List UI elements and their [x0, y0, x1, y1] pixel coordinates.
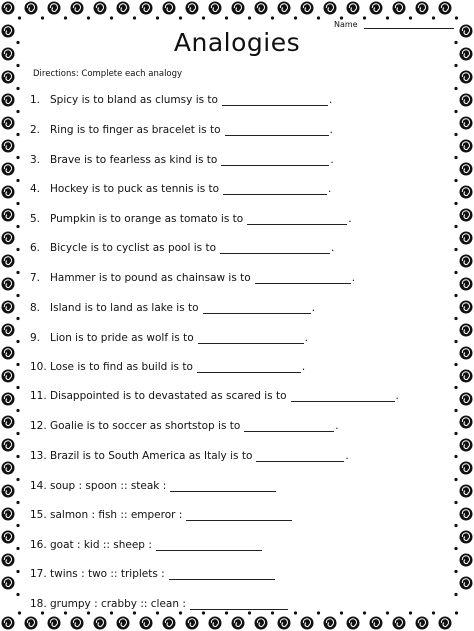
border-dot	[16, 317, 19, 320]
question-row	[30, 181, 331, 195]
border-swirl	[48, 2, 61, 15]
question-text: Disappointed is to devastated as scared is to	[50, 390, 287, 402]
question-number: 14.	[30, 480, 47, 492]
border-dot	[454, 478, 457, 481]
question-text: Goalie is to soccer as shortstop is to	[50, 420, 241, 432]
answer-blank[interactable]	[186, 510, 292, 521]
border-swirl	[460, 577, 473, 590]
border-swirl	[94, 2, 107, 15]
border-dot	[16, 501, 19, 504]
question-text: soup : spoon :: steak :	[50, 480, 167, 492]
question-row	[30, 418, 339, 432]
question-period: .	[348, 213, 352, 225]
border-dot	[133, 16, 136, 19]
border-dot	[454, 133, 457, 136]
border-swirl	[2, 94, 15, 107]
question-period: .	[328, 94, 333, 106]
border-dot	[317, 611, 320, 614]
border-swirl	[2, 232, 15, 245]
border-dot	[454, 202, 457, 205]
border-swirl	[460, 278, 473, 291]
border-dot	[432, 611, 435, 614]
border-swirl	[460, 416, 473, 429]
border-dot	[87, 16, 90, 19]
question-number: 9.	[30, 332, 41, 344]
question-row	[30, 152, 334, 166]
border-dot	[16, 133, 19, 136]
question-period: .	[329, 124, 333, 136]
border-dot	[16, 156, 19, 159]
answer-blank[interactable]	[225, 125, 329, 136]
border-dot	[16, 593, 19, 596]
question-number: 1.	[30, 94, 41, 106]
question-text: Hockey is to puck as tennis is to	[50, 183, 220, 195]
border-swirl	[232, 2, 245, 15]
border-dot	[294, 16, 297, 19]
border-dot	[386, 611, 389, 614]
border-swirl	[460, 393, 473, 406]
answer-blank[interactable]	[156, 540, 262, 551]
border-swirl	[393, 2, 406, 15]
border-swirl	[460, 232, 473, 245]
border-dot	[16, 432, 19, 435]
border-dot	[16, 179, 19, 182]
page-title: Analogies	[173, 28, 301, 57]
border-dot	[16, 340, 19, 343]
border-swirl	[25, 617, 38, 630]
border-swirl	[324, 617, 337, 630]
question-text: Bicycle is to cyclist as pool is to	[50, 242, 216, 254]
question-text: goat : kid :: sheep :	[50, 539, 152, 551]
question-period: .	[311, 302, 315, 314]
question-row	[30, 388, 399, 402]
border-dot	[16, 225, 19, 228]
directions-text: Directions: Complete each analogy	[33, 69, 183, 79]
border-dot	[454, 271, 457, 274]
border-swirl	[460, 186, 473, 199]
question-text: Brazil is to South America as Italy is to	[50, 450, 253, 462]
border-dot	[110, 611, 113, 614]
border-swirl	[209, 617, 222, 630]
question-number: 10.	[30, 361, 47, 373]
border-dot	[16, 363, 19, 366]
border-dot	[454, 386, 457, 389]
border-dot	[454, 524, 457, 527]
border-dot	[248, 611, 251, 614]
border-swirl	[460, 439, 473, 452]
border-dot	[454, 363, 457, 366]
border-swirl	[2, 370, 15, 383]
border-swirl	[255, 2, 268, 15]
question-row	[30, 359, 305, 373]
question-number: 6.	[30, 242, 41, 254]
question-row	[30, 537, 263, 551]
border-dot	[317, 16, 320, 19]
border-dot	[454, 432, 457, 435]
question-number: 11.	[30, 390, 47, 402]
border-dot	[156, 611, 159, 614]
question-row	[30, 270, 355, 284]
border-swirl	[416, 2, 429, 15]
border-dot	[87, 611, 90, 614]
border-swirl	[117, 2, 130, 15]
question-row	[30, 596, 289, 610]
border-swirl	[2, 485, 15, 498]
border-dot	[271, 611, 274, 614]
question-text: salmon : fish :: emperor :	[50, 509, 183, 521]
border-swirl	[117, 617, 130, 630]
border-dot	[16, 294, 19, 297]
border-swirl	[2, 577, 15, 590]
border-dot	[340, 611, 343, 614]
question-period: .	[335, 420, 339, 432]
border-dot	[454, 225, 457, 228]
border-swirl	[2, 2, 15, 15]
question-text: Brave is to fearless as kind is to	[50, 154, 218, 166]
question-row	[30, 300, 315, 314]
border-swirl	[140, 617, 153, 630]
border-dot	[454, 248, 457, 251]
question-text: Pumpkin is to orange as tomato is to	[50, 213, 244, 225]
border-dot	[18, 16, 21, 19]
answer-blank[interactable]	[291, 391, 395, 402]
border-dot	[16, 248, 19, 251]
border-swirl	[370, 2, 383, 15]
border-swirl	[393, 617, 406, 630]
question-period: .	[345, 450, 349, 462]
border-dot	[16, 409, 19, 412]
border-dot	[409, 611, 412, 614]
border-swirl	[186, 2, 199, 15]
border-swirl	[2, 617, 15, 630]
border-swirl	[460, 485, 473, 498]
question-number: 5.	[30, 213, 41, 225]
answer-blank[interactable]	[256, 451, 344, 462]
border-dot	[271, 16, 274, 19]
question-text: Lose is to find as build is to	[50, 361, 193, 373]
question-row	[30, 122, 333, 136]
border-dot	[16, 64, 19, 67]
border-dot	[16, 455, 19, 458]
border-swirl	[416, 617, 429, 630]
question-text: Island is to land as lake is to	[50, 302, 199, 314]
border-swirl	[163, 2, 176, 15]
question-period: .	[395, 390, 399, 402]
question-row	[30, 211, 352, 225]
border-dot	[225, 611, 228, 614]
border-swirl	[2, 531, 15, 544]
question-text: Ring is to finger as bracelet is to	[50, 124, 221, 136]
question-text: Spicy is to bland as clumsy is to	[50, 94, 218, 106]
border-swirl	[48, 617, 61, 630]
name-label: Name	[334, 20, 358, 29]
border-dot	[248, 16, 251, 19]
border-swirl	[94, 617, 107, 630]
answer-blank[interactable]	[197, 362, 301, 373]
answer-blank[interactable]	[247, 214, 347, 225]
question-number: 8.	[30, 302, 41, 314]
border-swirl	[460, 462, 473, 475]
border-swirl	[2, 416, 15, 429]
answer-blank[interactable]	[169, 569, 275, 580]
border-swirl	[439, 2, 452, 15]
border-swirl	[25, 2, 38, 15]
question-number: 7.	[30, 272, 41, 284]
border-swirl	[255, 617, 268, 630]
border-swirl	[2, 554, 15, 567]
border-swirl	[2, 462, 15, 475]
border-swirl	[301, 2, 314, 15]
border-swirl	[460, 209, 473, 222]
answer-blank[interactable]	[203, 303, 311, 314]
border-swirl	[460, 508, 473, 521]
border-dot	[454, 593, 457, 596]
border-dot	[363, 611, 366, 614]
question-number: 17.	[30, 568, 47, 580]
border-dot	[156, 16, 159, 19]
answer-blank[interactable]	[244, 421, 334, 432]
border-swirl	[460, 140, 473, 153]
border-dot	[454, 87, 457, 90]
border-swirl	[2, 301, 15, 314]
border-swirl	[347, 617, 360, 630]
border-swirl	[460, 163, 473, 176]
border-dot	[41, 16, 44, 19]
border-swirl	[460, 554, 473, 567]
border-swirl	[2, 324, 15, 337]
border-dot	[455, 16, 458, 19]
answer-blank[interactable]	[198, 333, 304, 344]
question-period: .	[304, 332, 308, 344]
border-dot	[454, 409, 457, 412]
border-dot	[454, 294, 457, 297]
answer-blank[interactable]	[223, 184, 327, 195]
border-dot	[179, 611, 182, 614]
border-dot	[64, 16, 67, 19]
question-number: 18.	[30, 598, 47, 610]
border-dot	[16, 478, 19, 481]
border-dot	[16, 110, 19, 113]
border-swirl	[2, 508, 15, 521]
border-swirl	[301, 617, 314, 630]
border-swirl	[278, 617, 291, 630]
border-dot	[16, 386, 19, 389]
border-dot	[18, 611, 21, 614]
border-swirl	[2, 347, 15, 360]
border-swirl	[71, 2, 84, 15]
border-swirl	[2, 255, 15, 268]
border-swirl	[186, 617, 199, 630]
border-dot	[16, 271, 19, 274]
border-dot	[225, 16, 228, 19]
border-swirl	[71, 617, 84, 630]
question-number: 15.	[30, 509, 47, 521]
question-text: Lion is to pride as wolf is to	[50, 332, 194, 344]
question-row	[30, 330, 308, 344]
border-swirl	[460, 531, 473, 544]
border-dot	[454, 317, 457, 320]
border-swirl	[460, 71, 473, 84]
question-row	[30, 566, 276, 580]
border-swirl	[460, 324, 473, 337]
border-swirl	[232, 617, 245, 630]
question-number: 3.	[30, 154, 41, 166]
question-period: .	[330, 154, 334, 166]
border-swirl	[2, 71, 15, 84]
answer-blank[interactable]	[222, 95, 328, 106]
question-number: 13.	[30, 450, 47, 462]
border-dot	[16, 87, 19, 90]
question-row	[30, 92, 332, 106]
question-period: .	[331, 242, 335, 254]
answer-blank[interactable]	[255, 273, 351, 284]
question-number: 2.	[30, 124, 41, 136]
border-swirl	[2, 163, 15, 176]
question-text: grumpy : crabby :: clean :	[50, 598, 186, 610]
answer-blank[interactable]	[221, 155, 329, 166]
border-dot	[454, 110, 457, 113]
border-swirl	[460, 370, 473, 383]
border-swirl	[140, 2, 153, 15]
question-number: 12.	[30, 420, 47, 432]
border-dot	[202, 611, 205, 614]
border-swirl	[460, 94, 473, 107]
border-dot	[16, 547, 19, 550]
border-dot	[454, 455, 457, 458]
question-text: Hammer is to pound as chainsaw is to	[50, 272, 251, 284]
question-text: twins : two :: triplets :	[50, 568, 165, 580]
answer-blank[interactable]	[190, 599, 288, 610]
border-swirl	[278, 2, 291, 15]
border-dot	[454, 547, 457, 550]
border-swirl	[460, 255, 473, 268]
border-dot	[454, 570, 457, 573]
question-period: .	[328, 183, 332, 195]
border-swirl	[2, 140, 15, 153]
border-dot	[454, 501, 457, 504]
border-dot	[454, 156, 457, 159]
question-row	[30, 448, 349, 462]
answer-blank[interactable]	[170, 481, 276, 492]
border-dot	[110, 16, 113, 19]
border-dot	[41, 611, 44, 614]
question-period: .	[351, 272, 356, 284]
border-dot	[179, 16, 182, 19]
border-dot	[16, 570, 19, 573]
answer-blank[interactable]	[220, 243, 330, 254]
border-dot	[202, 16, 205, 19]
border-swirl	[2, 186, 15, 199]
question-row	[30, 478, 277, 492]
border-swirl	[2, 117, 15, 130]
question-number: 16.	[30, 539, 47, 551]
border-dot	[294, 611, 297, 614]
border-swirl	[460, 117, 473, 130]
border-swirl	[347, 2, 360, 15]
border-swirl	[2, 278, 15, 291]
border-dot	[454, 340, 457, 343]
border-swirl	[439, 617, 452, 630]
border-dot	[64, 611, 67, 614]
question-number: 4.	[30, 183, 41, 195]
border-swirl	[324, 2, 337, 15]
border-dot	[454, 179, 457, 182]
border-dot	[454, 64, 457, 67]
border-swirl	[2, 393, 15, 406]
border-dot	[16, 202, 19, 205]
border-swirl	[370, 617, 383, 630]
question-row	[30, 507, 293, 521]
question-row	[30, 240, 334, 254]
border-dot	[16, 524, 19, 527]
border-swirl	[460, 301, 473, 314]
border-dot	[133, 611, 136, 614]
question-period: .	[301, 361, 306, 373]
border-swirl	[209, 2, 222, 15]
border-swirl	[163, 617, 176, 630]
border-swirl	[2, 439, 15, 452]
border-dot	[455, 611, 458, 614]
border-swirl	[460, 347, 473, 360]
border-swirl	[2, 209, 15, 222]
